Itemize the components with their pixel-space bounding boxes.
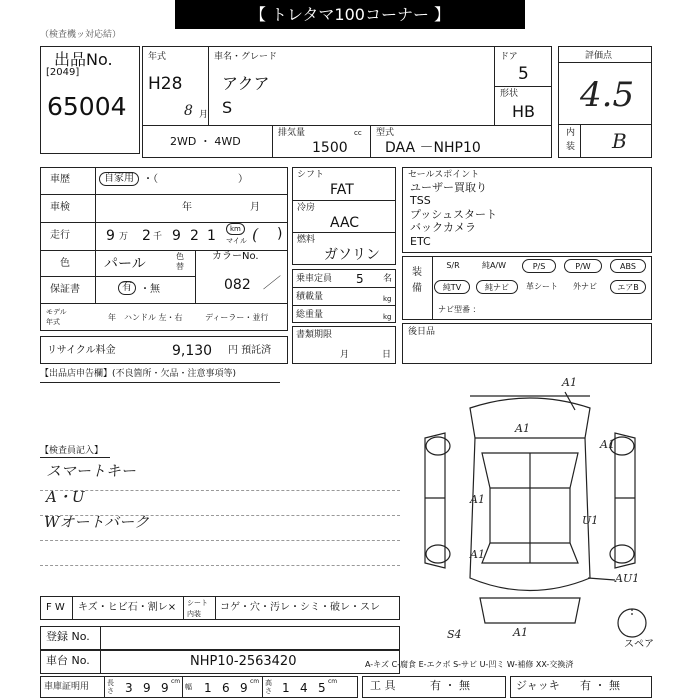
equip-airbag: エアB (610, 280, 646, 294)
car-damage-diagram (410, 378, 650, 640)
equipment-label-1: 装 (412, 267, 422, 278)
mileage-digit-2: 2 (190, 228, 199, 244)
year-label: 年式 (148, 52, 167, 62)
mileage-man-unit: 万 (119, 232, 129, 242)
garage-label: 車庫証明用 (44, 682, 90, 692)
year-value: H28 (148, 74, 183, 94)
sales-point-5: ETC (410, 235, 431, 248)
interior-label-top: 内 (566, 128, 576, 138)
drive-type: 2WD ・ 4WD (170, 135, 241, 148)
history-rest: ・（ ） (143, 174, 248, 185)
history-value: 自家用 (99, 172, 139, 186)
doc-period-day: 日 (382, 350, 392, 360)
recycle-label: リサイクル料金 (47, 345, 116, 356)
inspector-label: 【検査員記入】 (40, 446, 104, 456)
aircon-value: AAC (330, 215, 360, 231)
garage-height-2: 4 (300, 681, 308, 695)
fuel-value: ガソリン (324, 247, 380, 263)
garage-length-3: 9 (161, 681, 169, 695)
warranty-label: 保証書 (50, 284, 80, 295)
garage-length-unit: cm (171, 678, 181, 685)
equip-sunroof: S/R (446, 261, 460, 270)
doc-period-month: 月 (340, 350, 350, 360)
model-year-unit: 年 (108, 313, 116, 322)
after-install-box (402, 323, 652, 364)
mileage-mile: マイル (226, 237, 247, 245)
spare-label: スペア (624, 639, 654, 650)
shift-value: FAT (330, 182, 354, 198)
warranty-yes: 有 (118, 281, 136, 295)
mileage-bracket-close: ) (277, 226, 283, 242)
sheet-title: 【 トレタマ100コーナー 】 (175, 0, 525, 29)
equip-genuine-navi: 純ナビ (476, 280, 518, 294)
mark-rear-corner: S4 (447, 628, 462, 641)
color-value: パール (104, 256, 146, 272)
garage-width-2: 6 (222, 681, 230, 695)
mark-right-door: U1 (582, 514, 599, 527)
model-grade: S (222, 98, 233, 117)
shift-label: シフト (297, 170, 325, 180)
registration-row (40, 626, 400, 650)
mileage-ni: 2 (142, 228, 151, 244)
color-no-label: カラーNo. (212, 251, 259, 262)
capacity-value: 5 (356, 272, 364, 286)
doors-label: ドア (500, 52, 518, 62)
sales-point-1: ユーザー買取り (410, 181, 487, 194)
inspection-label: 車検 (50, 202, 70, 213)
inspector-note-1: スマートキー (46, 462, 136, 480)
score-label: 評価点 (585, 51, 613, 61)
equip-abs: ABS (610, 259, 646, 273)
seat-defects: コゲ・穴・汚レ・シミ・破レ・スレ (220, 602, 380, 613)
gross-weight-unit: kg (383, 313, 392, 321)
mark-right-front: A1 (600, 438, 615, 451)
handle-side: ハンドル 左・右 (124, 313, 183, 322)
chassis-label: 車台 No. (46, 654, 90, 667)
color-change-label: 色替 (176, 252, 184, 271)
mark-rear-left: A1 (470, 548, 485, 561)
garage-width-1: 1 (204, 681, 212, 695)
mileage-bracket-mark: ( (252, 225, 259, 244)
recycle-unit: 円 預託済 (228, 345, 272, 356)
tools-label: 工 具 (370, 679, 396, 692)
model-code-value: DAA －NHP10 (385, 140, 481, 156)
garage-width-label: 幅 (185, 683, 192, 691)
mileage-man: 9 (106, 228, 115, 244)
mileage-digit-1: 9 (172, 228, 181, 244)
chassis-value: NHP10-2563420 (190, 654, 297, 669)
garage-height-label: 高さ (265, 679, 272, 695)
lot-label: 出品No. (54, 50, 113, 69)
load-unit: kg (383, 295, 392, 303)
seat-label-2: 内装 (187, 610, 201, 618)
model-code-label: 型式 (376, 128, 395, 138)
capacity-label: 乗車定員 (296, 274, 333, 284)
lot-stamp: [2049] (46, 67, 80, 78)
seat-label-1: シート (187, 599, 208, 607)
after-install-label: 後日品 (408, 327, 436, 337)
garage-length-2: 9 (143, 681, 151, 695)
warranty-no: ・無 (140, 284, 160, 295)
equip-leather-seat: 革シート (526, 282, 558, 291)
inspector-note-3: Wオートバーク (44, 513, 150, 531)
doors-value: 5 (518, 64, 529, 84)
garage-length-label: 長さ (107, 679, 114, 695)
mark-rear-bumper: A1 (513, 626, 528, 639)
displacement-label: 排気量 (278, 128, 306, 138)
inspector-note-2: A・U (46, 488, 85, 506)
dealer-type: ディーラー・並行 (205, 313, 269, 322)
sales-point-4: バックカメラ (410, 221, 476, 234)
seller-comment-label: 【出品店申告欄】(不良箇所・欠品・注意事項等) (40, 369, 237, 379)
model-label: 車名・グレード (214, 52, 278, 62)
mark-rear-right: AU1 (615, 572, 640, 585)
details-box (40, 167, 288, 331)
mileage-digit-3: 1 (207, 228, 216, 244)
sales-point-3: プッシュスタート (410, 208, 498, 221)
fw-label: F W (46, 602, 65, 613)
header-note: （検査機ッ対応結） (40, 30, 122, 40)
garage-width-3: 9 (240, 681, 248, 695)
capacity-unit: 名 (383, 274, 393, 284)
body-shape-label: 形状 (500, 89, 519, 99)
equip-power-steering: P/S (522, 259, 556, 273)
garage-width-unit: cm (250, 678, 260, 685)
body-shape-value: HB (512, 102, 536, 121)
recycle-value: 9,130 (172, 343, 213, 359)
displacement-value: 1500 (312, 140, 348, 156)
equip-power-window: P/W (564, 259, 602, 273)
lot-number: 65004 (47, 92, 127, 121)
tools-value: 有 ・ 無 (430, 679, 470, 692)
displacement-unit: cc (354, 129, 362, 137)
fw-defects: キズ・ヒビ石・割レ× (78, 602, 177, 613)
interior-value: B (612, 129, 627, 153)
garage-height-1: 1 (282, 681, 290, 695)
color-no-value: 082 (224, 277, 251, 293)
mark-roof-left: A1 (470, 493, 485, 506)
garage-height-3: 5 (318, 681, 326, 695)
model-year-label-1: モデル (46, 308, 67, 316)
damage-legend: A-キズ C-腐食 E-エクボ S-サビ U-凹ミ W-補修 XX-交換済 (365, 660, 574, 669)
equipment-label-2: 備 (412, 283, 422, 294)
garage-length-1: 3 (125, 681, 133, 695)
navi-model-label: ナビ型番 ： (438, 305, 481, 314)
inspection-month-unit: 月 (250, 202, 260, 213)
year-month: 8 (184, 103, 193, 119)
jack-label: ジャッキ (516, 679, 560, 692)
mileage-label: 走行 (50, 230, 70, 241)
equip-tv: 純TV (434, 280, 470, 294)
sales-points-label: セールスポイント (408, 170, 480, 180)
color-no-check-mark: ／ (263, 274, 279, 292)
equip-alloy-wheel: 純A/W (481, 261, 507, 270)
score-value: 4.5 (580, 75, 635, 115)
sales-point-2: TSS (410, 194, 431, 207)
mileage-sen-unit: 千 (153, 232, 163, 242)
color-label: 色 (60, 258, 70, 269)
garage-height-unit: cm (328, 678, 338, 685)
interior-label-bottom: 装 (566, 142, 576, 152)
inspection-year-unit: 年 (182, 202, 192, 213)
history-label: 車歴 (50, 174, 70, 185)
year-month-unit: 月 (199, 110, 209, 120)
jack-value: 有 ・ 無 (580, 679, 620, 692)
mileage-km: km (226, 223, 245, 235)
doc-period-label: 書類期限 (296, 330, 333, 340)
load-label: 積載量 (296, 292, 324, 302)
model-name: アクア (222, 74, 270, 93)
model-year-label-2: 年式 (46, 318, 60, 326)
equip-aftermarket-navi: 外ナビ (573, 282, 597, 291)
registration-label: 登録 No. (46, 630, 90, 643)
fuel-label: 燃料 (297, 235, 316, 245)
mark-front-top: A1 (562, 376, 577, 389)
mark-hood: A1 (515, 422, 530, 435)
aircon-label: 冷房 (297, 203, 316, 213)
gross-weight-label: 総重量 (296, 310, 324, 320)
